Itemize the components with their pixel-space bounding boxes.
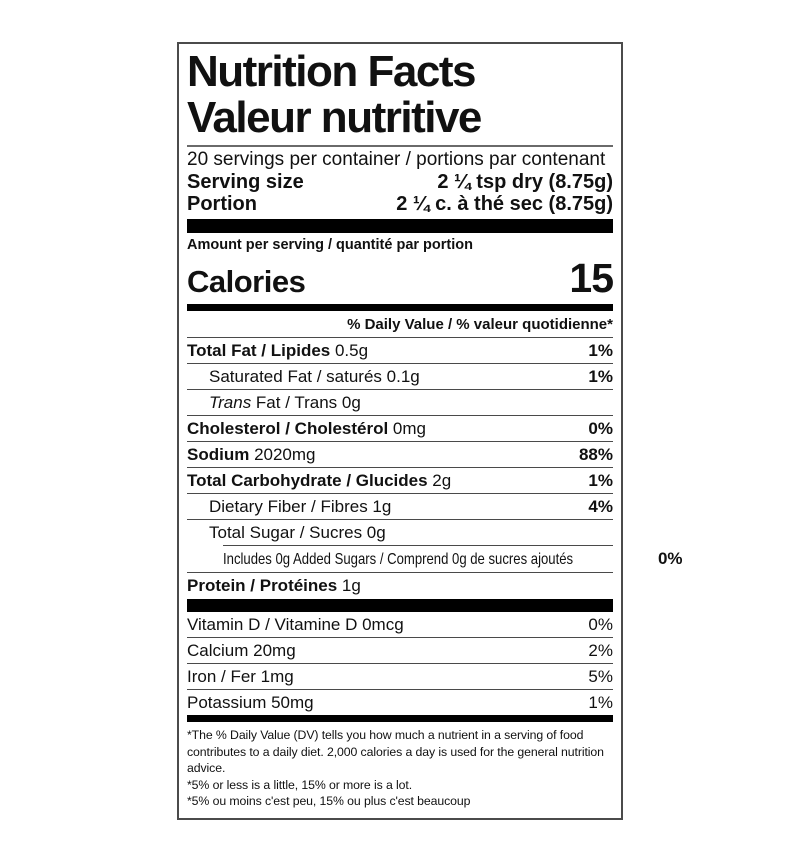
nutrient-name: Cholesterol / Cholestérol 0mg	[187, 419, 426, 438]
nutrient-row	[187, 689, 613, 715]
footnote-line: *The % Daily Value (DV) tells you how much a nutrient in a serving of food contributes to a daily diet. 2,000 calories a day is used for the general nutrition advice.	[187, 728, 604, 775]
nutrient-name: Protein / Protéines 1g	[187, 576, 361, 595]
nutrient-name: Sodium 2020mg	[187, 445, 316, 464]
daily-value: 4%	[588, 497, 613, 516]
daily-value: 2%	[588, 641, 613, 660]
title-divider	[187, 145, 613, 147]
daily-value: 0%	[588, 615, 613, 634]
nutrient-row	[187, 493, 613, 519]
nutrient-name: Total Sugar / Sucres 0g	[209, 523, 386, 542]
nutrient-name: Total Fat / Lipides 0.5g	[187, 341, 369, 360]
serving-size-value-en: 2 ¼ tsp dry (8.75g)	[437, 171, 613, 193]
nutrition-facts-label	[177, 42, 683, 820]
daily-value-header: % Daily Value / % valeur quotidienne*	[347, 316, 613, 333]
daily-value: 0%	[588, 419, 613, 438]
daily-value: 1%	[588, 471, 613, 490]
serving-size-value-fr: 2 ¼ c. à thé sec (8.75g)	[396, 193, 613, 215]
footnote-line: *5% or less is a little, 15% or more is a lot.	[187, 777, 413, 792]
nutrient-name: Calcium 20mg	[187, 641, 296, 660]
daily-value: 0%	[657, 549, 683, 568]
nutrient-row	[187, 441, 613, 467]
serving-size-label-en: Serving size	[187, 171, 304, 193]
daily-value: 1%	[588, 693, 613, 712]
nutrient-row	[223, 545, 683, 572]
nutrient-row	[187, 612, 613, 637]
amount-per-serving: Amount per serving / quantité par portion	[187, 237, 473, 253]
label-title-en: Nutrition Facts	[187, 47, 475, 96]
nutrient-name: Total Carbohydrate / Glucides 2g	[187, 471, 452, 490]
calories-row	[187, 255, 613, 302]
serving-size-label-fr: Portion	[187, 193, 257, 215]
micronutrient-rows	[187, 612, 613, 715]
nutrient-name: Dietary Fiber / Fibres 1g	[209, 497, 392, 516]
footnote-line: *5% ou moins c'est peu, 15% ou plus c'est beaucoup	[187, 794, 471, 808]
nutrient-name: Saturated Fat / saturés 0.1g	[209, 367, 420, 386]
separator-bar-medium-bottom	[187, 715, 613, 722]
nutrient-row	[187, 467, 613, 493]
nutrient-row	[187, 663, 613, 689]
nutrient-name: Potassium 50mg	[187, 693, 314, 712]
daily-value: 88%	[578, 445, 613, 464]
nutrient-row	[187, 637, 613, 663]
nutrient-row	[187, 337, 613, 363]
serving-size-row-en	[187, 171, 613, 193]
calories-value: 15	[569, 255, 613, 301]
nutrient-row	[187, 572, 613, 598]
separator-bar-thick-protein	[187, 599, 613, 612]
nutrient-rows	[187, 337, 683, 598]
separator-bar-thick-top	[187, 219, 613, 233]
label-title-fr: Valeur nutritive	[187, 93, 481, 142]
calories-label: Calories	[187, 264, 306, 299]
nutrient-name: Vitamin D / Vitamine D 0mcg	[187, 615, 404, 634]
nutrient-row	[187, 415, 613, 441]
footnotes	[187, 722, 613, 810]
daily-value: 1%	[588, 341, 613, 360]
separator-bar-medium-calories	[187, 304, 613, 311]
serving-size-row-fr	[187, 193, 613, 215]
daily-value: 1%	[588, 367, 613, 386]
daily-value: 5%	[588, 667, 613, 686]
nutrient-row	[187, 519, 613, 545]
nutrient-name: Trans Fat / Trans 0g	[209, 393, 361, 412]
nutrient-row	[187, 389, 613, 415]
nutrient-name: Iron / Fer 1mg	[187, 667, 294, 686]
nutrient-row	[187, 363, 613, 389]
nutrient-name: Includes 0g Added Sugars / Comprend 0g de sucres ajoutés	[223, 551, 574, 568]
servings-per-container: 20 servings per container / portions par contenant	[187, 149, 606, 170]
